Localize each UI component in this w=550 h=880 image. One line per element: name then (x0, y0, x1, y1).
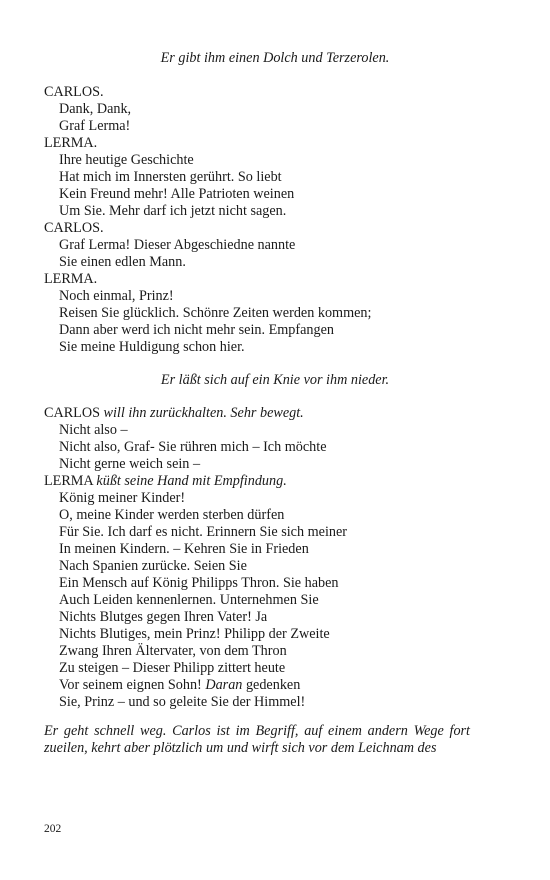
verse-line: Zu steigen – Dieser Philipp zittert heute (59, 660, 286, 676)
speaker-direction: küßt seine Hand mit Empfindung. (96, 473, 287, 489)
verse-line: Für Sie. Ich darf es nicht. Erinnern Sie sich meiner (59, 524, 348, 540)
speaker-heading (44, 473, 287, 490)
verse-line: Ihre heutige Geschichte (59, 152, 194, 168)
verse-line: Reisen Sie glücklich. Schönre Zeiten werden kommen; (59, 305, 372, 321)
verse-line: In meinen Kindern. – Kehren Sie in Frieden (59, 541, 309, 557)
verse-line: Zwang Ihren Ältervater, von dem Thron (59, 643, 287, 659)
speaker-name: CARLOS (44, 405, 100, 421)
verse-text: gedenken (242, 677, 301, 693)
verse-line: Noch einmal, Prinz! (59, 288, 174, 304)
verse-line: Nichts Blutges gegen Ihren Vater! Ja (59, 609, 268, 625)
verse-line: O, meine Kinder werden sterben dürfen (59, 507, 285, 523)
verse-line: Sie einen edlen Mann. (59, 254, 186, 270)
verse-line: Dank, Dank, (59, 101, 132, 117)
verse-line-emphasis (59, 677, 300, 694)
verse-line: Nicht also, Graf- Sie rühren mich – Ich möchte (59, 439, 327, 455)
speaker-name: LERMA. (44, 135, 98, 151)
stage-direction: Er läßt sich auf ein Knie vor ihm nieder. (160, 372, 390, 388)
page-number: 202 (44, 823, 62, 835)
verse-line: Graf Lerma! Dieser Abgeschiedne nannte (59, 237, 296, 253)
verse-line: Nichts Blutiges, mein Prinz! Philipp der Zweite (59, 626, 330, 642)
verse-line: Dann aber werd ich nicht mehr sein. Empfangen (59, 322, 334, 338)
speaker-name: CARLOS. (44, 84, 104, 100)
verse-line: Hat mich im Innersten gerührt. So liebt (59, 169, 282, 185)
verse-line: Kein Freund mehr! Alle Patrioten weinen (59, 186, 295, 202)
emphasized-word: Daran (205, 677, 243, 693)
stage-direction-paragraph: Er geht schnell weg. Carlos ist im Begriff, auf einem andern Wege fort zueilen, kehrt aber plötzlich um und wirft sich vor dem Leichnam des (44, 723, 470, 756)
verse-line: Nach Spanien zurücke. Seien Sie (59, 558, 247, 574)
speaker-name: LERMA. (44, 271, 98, 287)
verse-line: Ein Mensch auf König Philipps Thron. Sie haben (59, 575, 339, 591)
verse-line: Auch Leiden kennenlernen. Unternehmen Sie (59, 592, 319, 608)
verse-line: Sie, Prinz – und so geleite Sie der Himmel! (59, 694, 306, 710)
verse-line: Nicht gerne weich sein – (59, 456, 201, 472)
verse-line: Um Sie. Mehr darf ich jetzt nicht sagen. (59, 203, 287, 219)
verse-line: König meiner Kinder! (59, 490, 186, 506)
speaker-direction: will ihn zurückhalten. Sehr bewegt. (103, 405, 304, 421)
speaker-name: LERMA (44, 473, 93, 489)
stage-direction: Er gibt ihm einen Dolch und Terzerolen. (160, 50, 390, 66)
speaker-name: CARLOS. (44, 220, 104, 236)
verse-text: Vor seinem eignen Sohn! (59, 677, 206, 693)
verse-line: Sie meine Huldigung schon hier. (59, 339, 245, 355)
verse-line: Nicht also – (59, 422, 128, 438)
speaker-heading (44, 405, 304, 422)
verse-line: Graf Lerma! (59, 118, 131, 134)
